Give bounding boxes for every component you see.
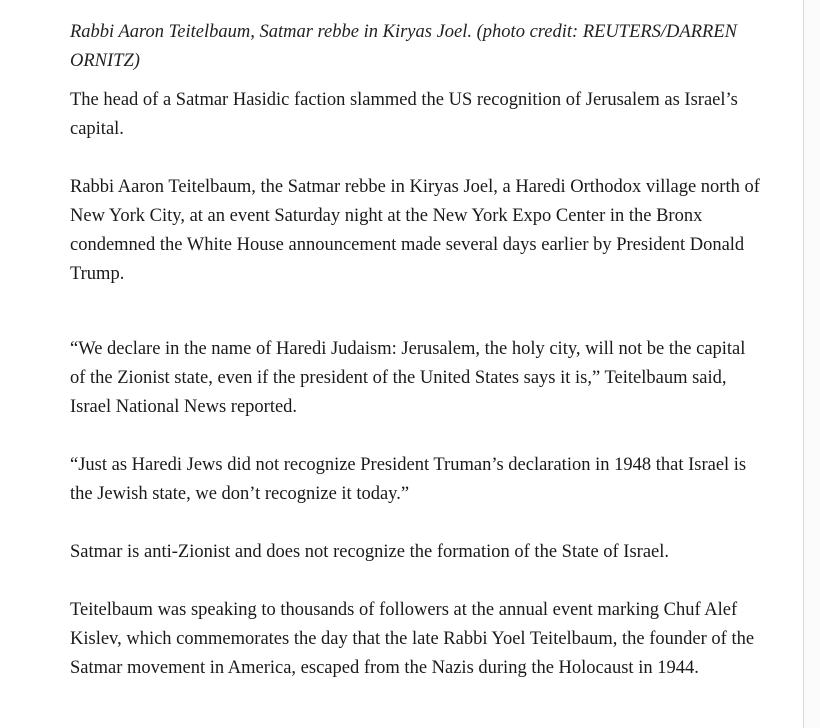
- photo-caption: Rabbi Aaron Teitelbaum, Satmar rebbe in Kiryas Joel. (photo credit: REUTERS/DARREN ORNITZ): [70, 22, 737, 71]
- article-paragraph-4: “Just as Haredi Jews did not recognize President Truman’s declaration in 1948 that Israel is the Jewish state, we don’t recognize it today.”: [70, 455, 747, 504]
- article-body: [70, 18, 760, 683]
- article-paragraph-5: Satmar is anti-Zionist and does not recognize the formation of the State of Israel.: [70, 542, 670, 562]
- article-paragraph-6: Teitelbaum was speaking to thousands of followers at the annual event marking Chuf Alef Kislev, which commemorates the day that the late Rabbi Yoel Teitelbaum, the founder of the Satmar movement in America, escaped from the Nazis during the Holocaust in 1944.: [70, 600, 755, 678]
- article-paragraph-2: Rabbi Aaron Teitelbaum, the Satmar rebbe in Kiryas Joel, a Haredi Orthodox village north of New York City, at an event Saturday night at the New York Expo Center in the Bronx condemned the White House announcement made several days earlier by President Donald Trump.: [70, 177, 760, 284]
- article-paragraph-1: The head of a Satmar Hasidic faction slammed the US recognition of Jerusalem as Israel’s capital.: [70, 90, 738, 139]
- scrollbar-track[interactable]: [803, 0, 820, 728]
- article-paragraph-3: “We declare in the name of Haredi Judaism: Jerusalem, the holy city, will not be the capital of the Zionist state, even if the president of the United States says it is,” Teitelbaum said, Israel National News reported.: [70, 339, 746, 417]
